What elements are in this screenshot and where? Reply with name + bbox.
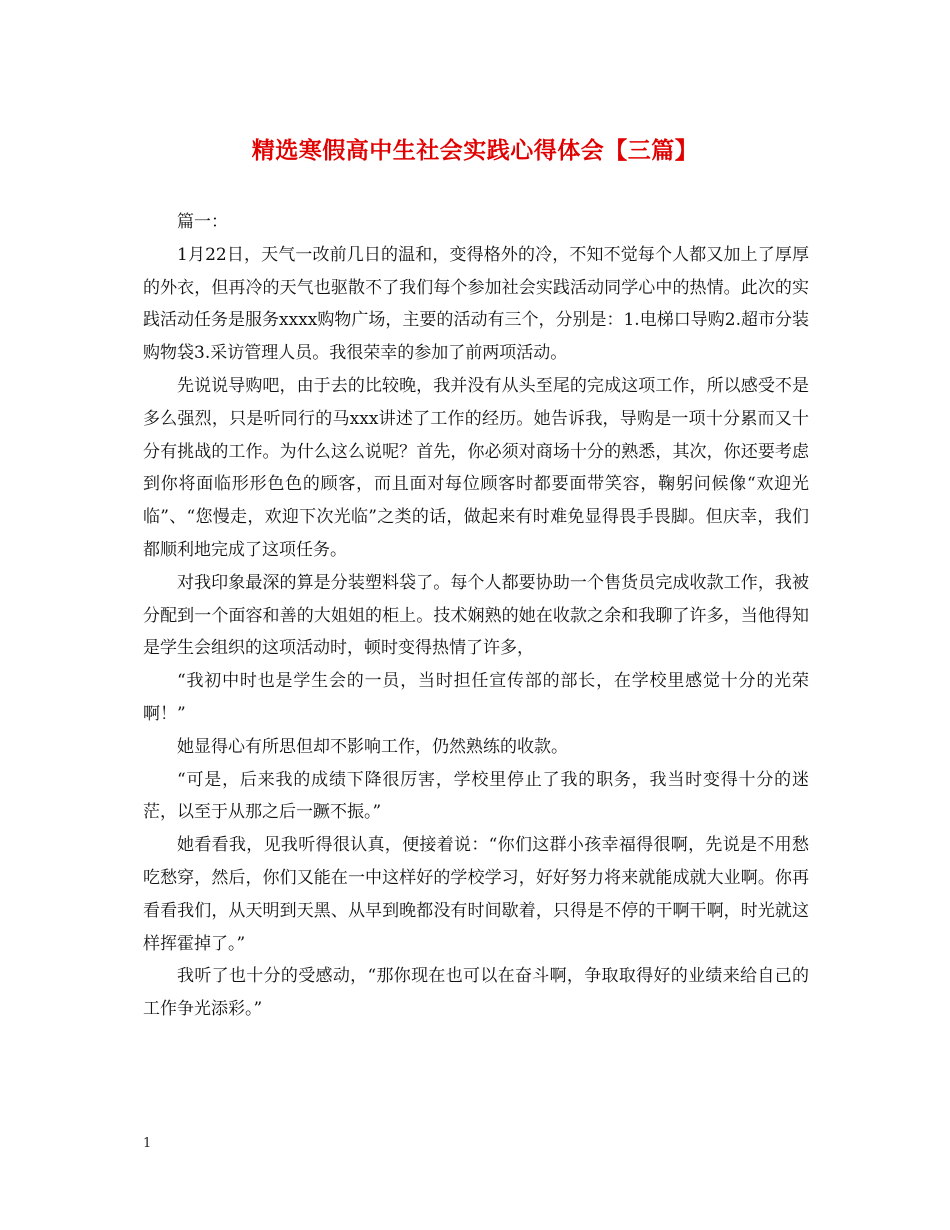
paragraph: 先说说导购吧，由于去的比较晚，我并没有从头至尾的完成这项工作，所以感受不是多么强烈，只是听同行的马xxx讲述了工作的经历。她告诉我，导购是一项十分累而又十分有挑战的工作。为什么这么说呢？首先，你必须对商场十分的熟悉，其次，你还要考虑到你将面临形形色色的顾客，而且面对每位顾客时都要面带笑容，鞠躬问候像“欢迎光临”、“您慢走，欢迎下次光临”之类的话，做起来有时难免显得畏手畏脚。但庆幸，我们都顺利地完成了这项任务。 bbox=[143, 375, 809, 560]
paragraph-quote: “可是，后来我的成绩下降很厉害，学校里停止了我的职务，我当时变得十分的迷茫，以至于从那之后一蹶不振。” bbox=[143, 769, 809, 823]
paragraph: 我听了也十分的受感动，“那你现在也可以在奋斗啊，争取取得好的业绩来给自己的工作争光添彩。” bbox=[143, 966, 809, 1020]
paragraph: 她显得心有所思但却不影响工作，仍然熟练的收款。 bbox=[177, 736, 568, 757]
document-title: 精选寒假高中生社会实践心得体会【三篇】 bbox=[251, 137, 699, 164]
paragraph: 她看看我，见我听得很认真，便接着说：“你们这群小孩幸福得很啊，先说是不用愁吃愁穿，然后，你们又能在一中这样好的学校学习，好好努力将来就能成就大业啊。你再看看我们，从天明到天黑、从早到晚都没有时间歇着，只得是不停的干啊干啊，时光就这样挥霍掉了。” bbox=[143, 835, 809, 954]
paragraph: 1月22日，天气一改前几日的温和，变得格外的冷，不知不觉每个人都又加上了厚厚的外衣，但再冷的天气也驱散不了我们每个参加社会实践活动同学心中的热情。此次的实践活动任务是服务xxxx购物广场，主要的活动有三个，分别是：1.电梯口导购2.超市分装购物袋3.采访管理人员。我很荣幸的参加了前两项活动。 bbox=[143, 244, 809, 364]
page-number: 1 bbox=[143, 1136, 152, 1151]
paragraph: 对我印象最深的算是分装塑料袋了。每个人都要协助一个售货员完成收款工作，我被分配到一个面容和善的大姐姐的柜上。技术娴熟的她在收款之余和我聊了许多，当他得知是学生会组织的这项活动时，顿时变得热情了许多， bbox=[143, 572, 809, 659]
paragraph-section-heading: 篇一： bbox=[177, 212, 228, 232]
paragraph-quote: “我初中时也是学生会的一员，当时担任宣传部的部长，在学校里感觉十分的光荣啊！” bbox=[143, 671, 809, 724]
document-body bbox=[143, 206, 809, 1026]
